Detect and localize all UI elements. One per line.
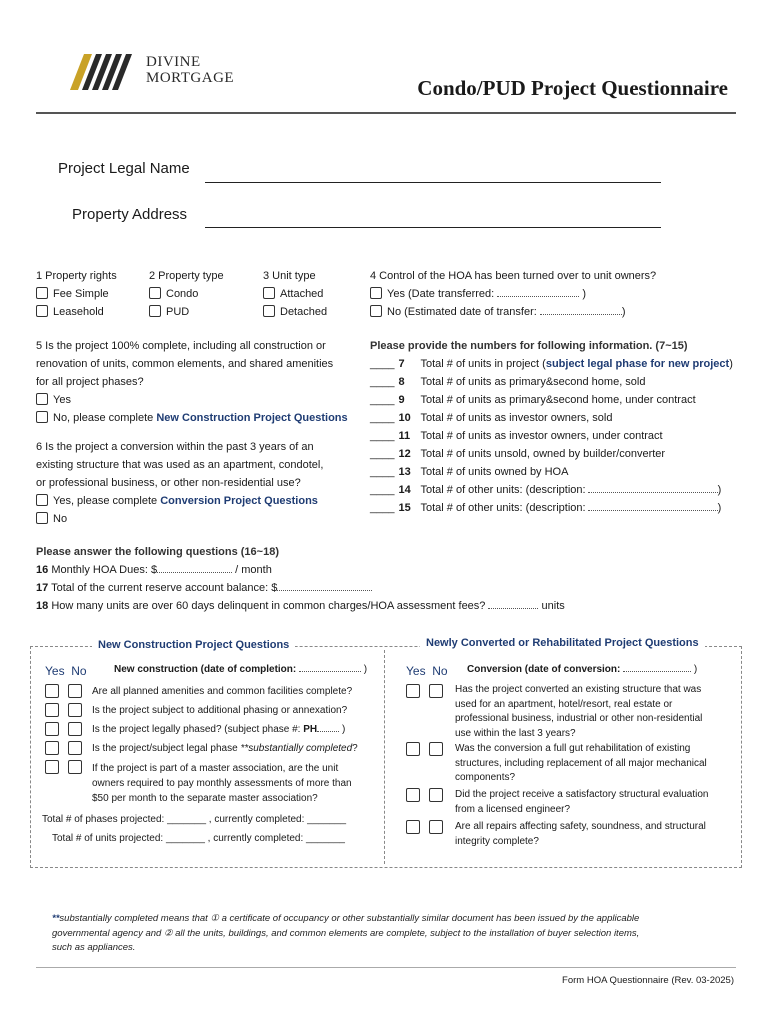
q5-checkbox-yes[interactable] xyxy=(36,393,48,405)
newcon-q5-yes[interactable] xyxy=(45,760,59,774)
q5-new-construction-link[interactable]: New Construction Project Questions xyxy=(156,412,348,424)
q17-reserve-balance-field[interactable] xyxy=(277,581,372,591)
q6-text: existing structure that was used as an apartment, condotel, xyxy=(36,459,324,471)
q18-number: 18 xyxy=(36,600,49,612)
numbers-item xyxy=(370,409,733,427)
q2-title: 2 Property type xyxy=(149,270,224,282)
footnote-mark: ** xyxy=(52,913,60,924)
address-label: Property Address xyxy=(72,206,188,223)
item-label: Total # of units as investor owners, sold xyxy=(420,412,613,424)
footnote-line: substantially completed means that ① a certificate of occupancy or other substantially similar document has been issued by the applicable xyxy=(59,913,640,924)
q3-title: 3 Unit type xyxy=(263,270,316,282)
conv-q1-no[interactable] xyxy=(429,684,443,698)
item-label: Total # of units as investor owners, under contract xyxy=(420,430,663,442)
conv-date-field[interactable] xyxy=(623,662,691,672)
newcon-question: Is the project/subject legal phase xyxy=(92,743,241,754)
q1-option-label: Leasehold xyxy=(53,306,104,318)
q6-text: 6 Is the project a conversion within the past 3 years of an xyxy=(36,441,314,453)
count-blank-field[interactable]: ____ xyxy=(370,484,395,496)
footer-rule xyxy=(36,967,736,968)
q3-checkbox-attached[interactable] xyxy=(263,287,275,299)
newcon-q4-yes[interactable] xyxy=(45,741,59,755)
q18-delinquent-units-field[interactable] xyxy=(488,599,538,609)
conv-question: professional business, industrial or other non-residential xyxy=(455,713,703,724)
q2-option-label: Condo xyxy=(166,288,199,300)
count-blank-field[interactable]: ____ xyxy=(370,412,395,424)
item-label: Total # of other units: (description: xyxy=(420,502,586,514)
paren: ) xyxy=(717,484,722,496)
substantially-completed-text: **substantially completed xyxy=(240,743,353,754)
newcon-title: New Construction Project Questions xyxy=(92,639,295,651)
numbers-item xyxy=(370,499,733,517)
numbers-item xyxy=(370,355,733,373)
header-rule xyxy=(36,112,736,114)
item-number: 7 xyxy=(398,358,405,370)
conv-question: from a licensed engineer? xyxy=(455,803,571,815)
q5-text: 5 Is the project 100% complete, including all construction or xyxy=(36,340,326,352)
q6-no-label: No xyxy=(53,513,68,525)
newcon-question: Are all planned amenities and common facilities complete? xyxy=(92,686,353,697)
q16-unit: / month xyxy=(235,564,272,576)
q1-checkbox-leasehold[interactable] xyxy=(36,305,48,317)
newcon-question: Is the project legally phased? (subject phase #: xyxy=(92,724,304,735)
paren: ) xyxy=(582,288,586,300)
q1-option-label: Fee Simple xyxy=(53,288,109,300)
paren: ) xyxy=(717,502,722,514)
count-blank-field[interactable]: ____ xyxy=(370,394,395,406)
q1-title: 1 Property rights xyxy=(36,270,117,282)
item-label: Total # of other units: (description: xyxy=(420,484,586,496)
newcon-q3-no[interactable] xyxy=(68,722,82,736)
conv-q1-checkboxes xyxy=(406,684,448,699)
item-label: Total # of units unsold, owned by builder/converter xyxy=(420,448,666,460)
numbers-heading: Please provide the numbers for following information. (7~15) xyxy=(370,340,688,352)
newcon-q2-no[interactable] xyxy=(68,703,82,717)
q3-option-label: Detached xyxy=(280,306,328,318)
conv-date-label: Conversion (date of conversion: xyxy=(467,664,621,675)
q6-checkbox-no[interactable] xyxy=(36,512,48,524)
newcon-question-cont: owners required to pay monthly assessments of more than xyxy=(92,778,352,789)
conv-q3 xyxy=(455,788,708,817)
newcon-question: If the project is part of a master association, are the unit xyxy=(92,763,339,774)
description-field[interactable] xyxy=(588,501,718,511)
q6-conversion-link[interactable]: Conversion Project Questions xyxy=(160,495,318,507)
numbers-item xyxy=(370,463,733,481)
q5-text: for all project phases? xyxy=(36,376,144,388)
no-header: No xyxy=(432,664,448,678)
numbers-block xyxy=(370,337,733,517)
q6-yes-label: Yes, please complete xyxy=(53,495,161,507)
item-number: 12 xyxy=(398,448,411,460)
conv-question: integrity complete? xyxy=(455,835,539,847)
legal-name-field[interactable] xyxy=(205,181,661,183)
box-divider xyxy=(384,650,385,864)
numbers-item xyxy=(370,445,733,463)
q4-title: 4 Control of the HOA has been turned over to unit owners? xyxy=(370,270,657,282)
newcon-q1-no[interactable] xyxy=(68,684,82,698)
conv-question: structures, including replacement of all major mechanical xyxy=(455,757,707,769)
conv-question: Was the conversion a full gut rehabilitation of existing xyxy=(455,743,691,754)
newcon-totals xyxy=(42,810,346,848)
q2-block xyxy=(149,267,224,321)
qmark: ? xyxy=(352,743,358,754)
address-field[interactable] xyxy=(205,226,661,228)
newcon-question: Is the project subject to additional phasing or annexation? xyxy=(92,705,348,716)
conv-question: Are all repairs affecting safety, soundness, and structural xyxy=(455,821,706,832)
followup-heading: Please answer the following questions (16~18) xyxy=(36,546,279,558)
q4-block xyxy=(370,267,656,321)
q3-checkbox-detached[interactable] xyxy=(263,305,275,317)
item-number: 9 xyxy=(398,394,405,406)
q4-estimated-date-field[interactable] xyxy=(540,305,622,315)
q5-block xyxy=(36,337,348,427)
count-blank-field[interactable]: ____ xyxy=(370,448,395,460)
q18-unit: units xyxy=(541,600,565,612)
q16-hoa-dues-field[interactable] xyxy=(157,563,232,573)
newcon-q4-no[interactable] xyxy=(68,741,82,755)
q2-option-label: PUD xyxy=(166,306,190,318)
conv-q3-checkboxes xyxy=(406,788,448,803)
numbers-item xyxy=(370,373,733,391)
item-number: 14 xyxy=(398,484,411,496)
q5-checkbox-no[interactable] xyxy=(36,411,48,423)
numbers-item xyxy=(370,481,733,499)
conv-head xyxy=(467,661,697,679)
count-blank-field[interactable]: ____ xyxy=(370,358,395,370)
newcon-date-field[interactable] xyxy=(299,662,361,672)
q4-date-transferred-field[interactable] xyxy=(497,287,579,297)
numbers-item xyxy=(370,427,733,445)
newcon-q2-yes[interactable] xyxy=(45,703,59,717)
item-number: 8 xyxy=(398,376,405,388)
conv-question: Has the project converted an existing structure that was xyxy=(455,684,702,695)
q2-checkbox-pud[interactable] xyxy=(149,305,161,317)
q5-text: renovation of units, common elements, and shared amenities xyxy=(36,358,334,370)
newcon-q3-yes[interactable] xyxy=(45,722,59,736)
q16-label: Monthly HOA Dues: $ xyxy=(51,564,158,576)
numbers-item xyxy=(370,391,733,409)
q16-number: 16 xyxy=(36,564,49,576)
q4-no-label: No (Estimated date of transfer: xyxy=(387,306,537,318)
conv-q2-yes[interactable] xyxy=(406,742,420,756)
count-blank-field[interactable]: ____ xyxy=(370,430,395,442)
q3-block xyxy=(263,267,327,321)
conv-q3-no[interactable] xyxy=(429,788,443,802)
conv-q1 xyxy=(455,683,702,741)
ph-text: PH xyxy=(303,724,318,735)
item-number: 13 xyxy=(398,466,411,478)
conv-q1-yes[interactable] xyxy=(406,684,420,698)
footnote-line: governmental agency and ② all the units, buildings, and common elements are complete, subject to the installation of buyer selection items, xyxy=(52,927,640,939)
q18-label: How many units are over 60 days delinquent in common charges/HOA assessment fees? xyxy=(51,600,486,612)
newcon-yes-no-header xyxy=(45,664,87,678)
paren: ) xyxy=(341,724,346,735)
q4-checkbox-yes[interactable] xyxy=(370,287,382,299)
conv-q2 xyxy=(455,742,707,786)
yes-header: Yes xyxy=(406,664,426,678)
count-blank-field[interactable]: ____ xyxy=(370,466,395,478)
footnote xyxy=(52,912,639,956)
item-label: Total # of units as primary&second home, sold xyxy=(420,376,646,388)
description-field[interactable] xyxy=(588,483,718,493)
form-id: Form HOA Questionnaire (Rev. 03-2025) xyxy=(562,975,734,986)
newcon-questions xyxy=(92,682,358,806)
q17-number: 17 xyxy=(36,582,49,594)
paren: ) xyxy=(363,664,368,675)
q3-option-label: Attached xyxy=(280,288,324,300)
followup-block xyxy=(36,543,736,615)
conv-q2-no[interactable] xyxy=(429,742,443,756)
item-number: 11 xyxy=(398,430,411,442)
item-label: Total # of units in project ( xyxy=(420,358,546,370)
conv-question: used for an apartment, hotel/resort, real estate or xyxy=(455,698,673,710)
newcon-question-cont: $50 per month to the separate master association? xyxy=(92,793,318,804)
footnote-line: such as appliances. xyxy=(52,942,136,953)
conv-question: use within the last 3 years? xyxy=(455,727,576,739)
newcon-phase-field[interactable] xyxy=(317,722,339,732)
subject-legal-phase-link[interactable]: subject legal phase for new project xyxy=(545,358,730,370)
newcon-q5-no[interactable] xyxy=(68,760,82,774)
logo-mark-icon xyxy=(58,52,148,92)
q4-checkbox-no[interactable] xyxy=(370,305,382,317)
q4-yes-label: Yes (Date transferred: xyxy=(387,288,495,300)
units-projected-line[interactable]: Total # of units projected: _______ , currently completed: _______ xyxy=(52,833,345,844)
conv-question: Did the project receive a satisfactory structural evaluation xyxy=(455,789,709,800)
newcon-date-label: New construction (date of completion: xyxy=(114,664,297,675)
q1-block xyxy=(36,267,117,321)
item-number: 10 xyxy=(398,412,411,424)
conv-q4 xyxy=(455,820,706,849)
paren: ) xyxy=(693,664,698,675)
count-blank-field[interactable]: ____ xyxy=(370,502,395,514)
q17-label: Total of the current reserve account balance: $ xyxy=(51,582,278,594)
conv-q4-no[interactable] xyxy=(429,820,443,834)
conv-q4-checkboxes xyxy=(406,820,448,835)
item-number: 15 xyxy=(398,502,411,514)
paren: ) xyxy=(729,358,733,370)
conv-question: components? xyxy=(455,772,516,783)
conv-title: Newly Converted or Rehabilitated Project Questions xyxy=(420,637,705,649)
q5-no-label: No, please complete xyxy=(53,412,157,424)
conv-q4-yes[interactable] xyxy=(406,820,420,834)
page-title: Condo/PUD Project Questionnaire xyxy=(417,76,728,100)
newcon-checkboxes xyxy=(45,684,87,779)
conv-q2-checkboxes xyxy=(406,742,448,757)
phases-projected-line[interactable]: Total # of phases projected: _______ , currently completed: _______ xyxy=(42,814,347,825)
count-blank-field[interactable]: ____ xyxy=(370,376,395,388)
q1-checkbox-fee-simple[interactable] xyxy=(36,287,48,299)
q5-yes-label: Yes xyxy=(53,394,71,406)
legal-name-label: Project Legal Name xyxy=(58,160,190,177)
logo-text-line1: DIVINE xyxy=(146,54,201,70)
item-label: Total # of units owned by HOA xyxy=(420,466,569,478)
newcon-q1-yes[interactable] xyxy=(45,684,59,698)
conv-q3-yes[interactable] xyxy=(406,788,420,802)
q6-checkbox-yes[interactable] xyxy=(36,494,48,506)
q6-block xyxy=(36,438,323,528)
no-header: No xyxy=(71,664,87,678)
q6-text: or professional business, or other non-residential use? xyxy=(36,477,301,489)
yes-header: Yes xyxy=(45,664,65,678)
newcon-head xyxy=(114,661,367,679)
logo-text-line2: MORTGAGE xyxy=(146,70,235,86)
q2-checkbox-condo[interactable] xyxy=(149,287,161,299)
item-label: Total # of units as primary&second home, under contract xyxy=(420,394,696,406)
paren: ) xyxy=(621,306,626,318)
conv-yes-no-header xyxy=(406,664,448,678)
logo xyxy=(58,52,248,92)
